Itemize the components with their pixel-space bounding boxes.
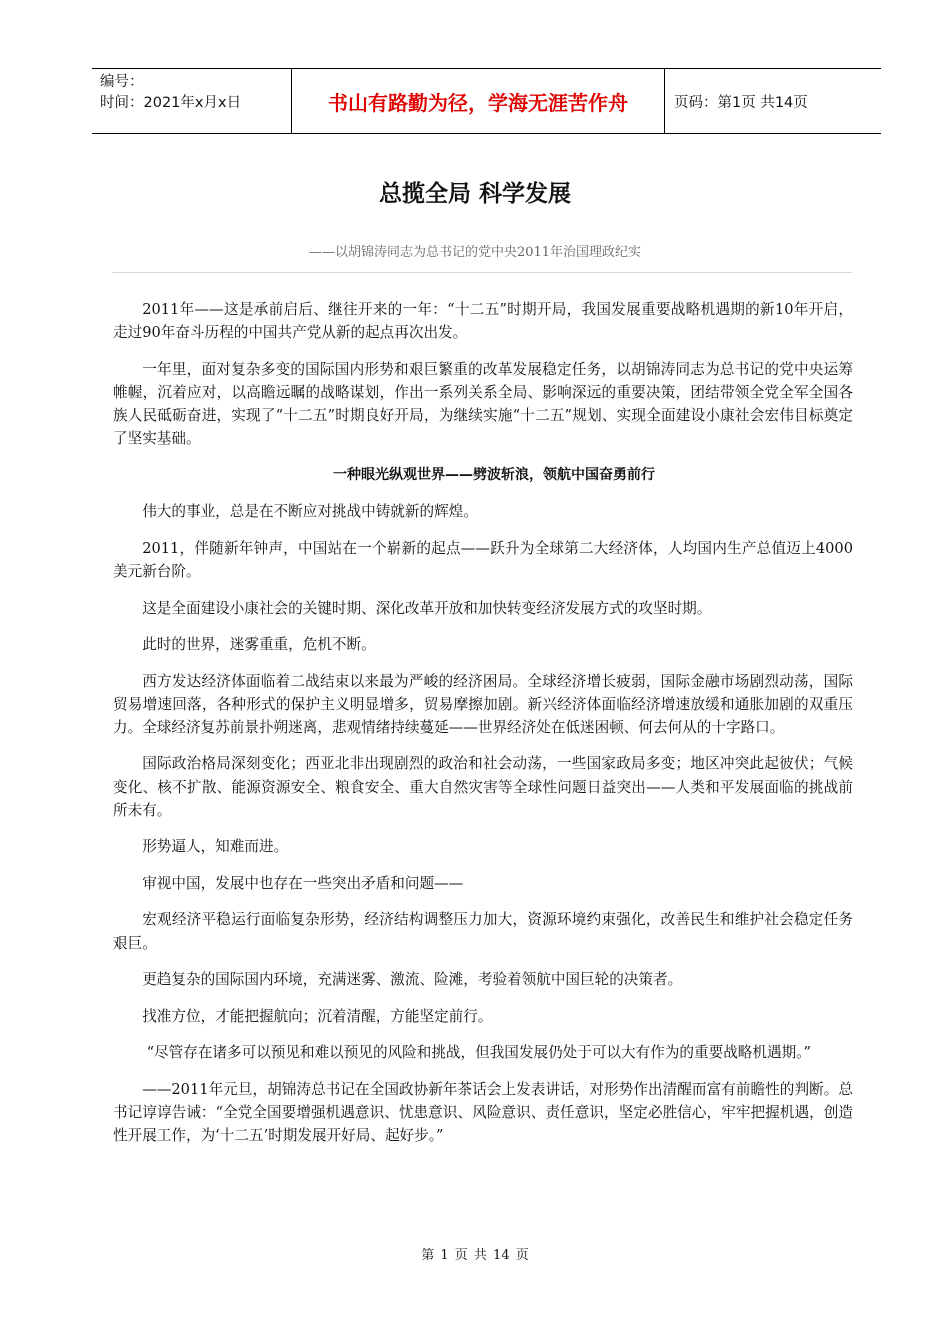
header-page-info: 页码：第1页 共14页 <box>674 94 808 111</box>
paragraph: 此时的世界，迷雾重重，危机不断。 <box>142 636 376 654</box>
divider <box>112 272 852 273</box>
paragraph: 形势逼人，知难而进。 <box>142 838 289 856</box>
paragraph: 更趋复杂的国际国内环境，充满迷雾、激流、险滩，考验着领航中国巨轮的决策者。 <box>142 971 683 989</box>
time-label: 时间：2021年x月x日 <box>100 95 242 111</box>
document-subtitle: ——以胡锦涛同志为总书记的党中央2011年治国理政纪实 <box>308 245 642 260</box>
paragraph: 伟大的事业，总是在不断应对挑战中铸就新的辉煌。 <box>142 503 478 521</box>
paragraph: 一年里，面对复杂多变的国际国内形势和艰巨繁重的改革发展稳定任务，以胡锦涛同志为总书记的党中央运筹帷幄，沉着应对，以高瞻远瞩的战略谋划，作出一系列关系全局、影响深远的重要决策，团结带领全党全军全国各族人民砥砺奋进，实现了“十二五”时期良好开局，为继续实施“十二五”规划、实现全面建设小康社会宏伟目标奠定了坚实基础。 <box>113 360 853 448</box>
header-motto: 书山有路勤为径，学海无涯苦作舟 <box>291 69 665 133</box>
quote-paragraph: “尽管存在诸多可以预见和难以预见的风险和挑战，但我国发展仍处于可以大有作为的重要战略机遇期。” <box>146 1044 811 1062</box>
document-body <box>113 298 853 1160</box>
paragraph: ——2011年元旦，胡锦涛总书记在全国政协新年茶话会上发表讲话，对形势作出清醒而富有前瞻性的判断。总书记谆谆告诫：“全党全国要增强机遇意识、忧患意识、风险意识、责任意识，坚定必胜信心，牢牢把握机遇，创造性开展工作，为‘十二五’时期发展开好局、起好步。” <box>113 1080 853 1144</box>
paragraph: 这是全面建设小康社会的关键时期、深化改革开放和加快转变经济发展方式的攻坚时期。 <box>142 599 712 617</box>
paragraph: 国际政治格局深刻变化；西亚北非出现剧烈的政治和社会动荡，一些国家政局多变；地区冲突此起彼伏；气候变化、核不扩散、能源资源安全、粮食安全、重大自然灾害等全球性问题日益突出——人类和平发展面临的挑战前所未有。 <box>113 755 853 819</box>
paragraph: 宏观经济平稳运行面临复杂形势，经济结构调整压力加大，资源环境约束强化，改善民生和维护社会稳定任务艰巨。 <box>113 911 853 952</box>
paragraph: 审视中国，发展中也存在一些突出矛盾和问题—— <box>142 874 464 892</box>
section-heading: 一种眼光纵观世界——劈波斩浪，领航中国奋勇前行 <box>333 466 655 483</box>
page-footer: 第 1 页 共 14 页 <box>421 1248 529 1263</box>
header-table <box>92 68 881 134</box>
paragraph: 找准方位，才能把握航向；沉着清醒，方能坚定前行。 <box>142 1007 493 1025</box>
paragraph: 西方发达经济体面临着二战结束以来最为严峻的经济困局。全球经济增长疲弱，国际金融市场剧烈动荡，国际贸易增速回落，各种形式的保护主义明显增多，贸易摩擦加剧。新兴经济体面临经济增速放缓和通胀加剧的双重压力。全球经济复苏前景扑朔迷离，悲观情绪持续蔓延——世界经济处在低迷困顿、何去何从的十字路口。 <box>113 672 853 736</box>
paragraph: 2011年——这是承前启后、继往开来的一年：“十二五”时期开局，我国发展重要战略机遇期的新10年开启，走过90年奋斗历程的中国共产党从新的起点再次出发。 <box>113 301 853 342</box>
header-meta <box>92 69 291 133</box>
code-label: 编号： <box>100 74 144 90</box>
paragraph: 2011，伴随新年钟声，中国站在一个崭新的起点——跃升为全球第二大经济体，人均国内生产总值迈上4000美元新台阶。 <box>113 539 853 581</box>
document-title: 总揽全局 科学发展 <box>378 181 571 207</box>
